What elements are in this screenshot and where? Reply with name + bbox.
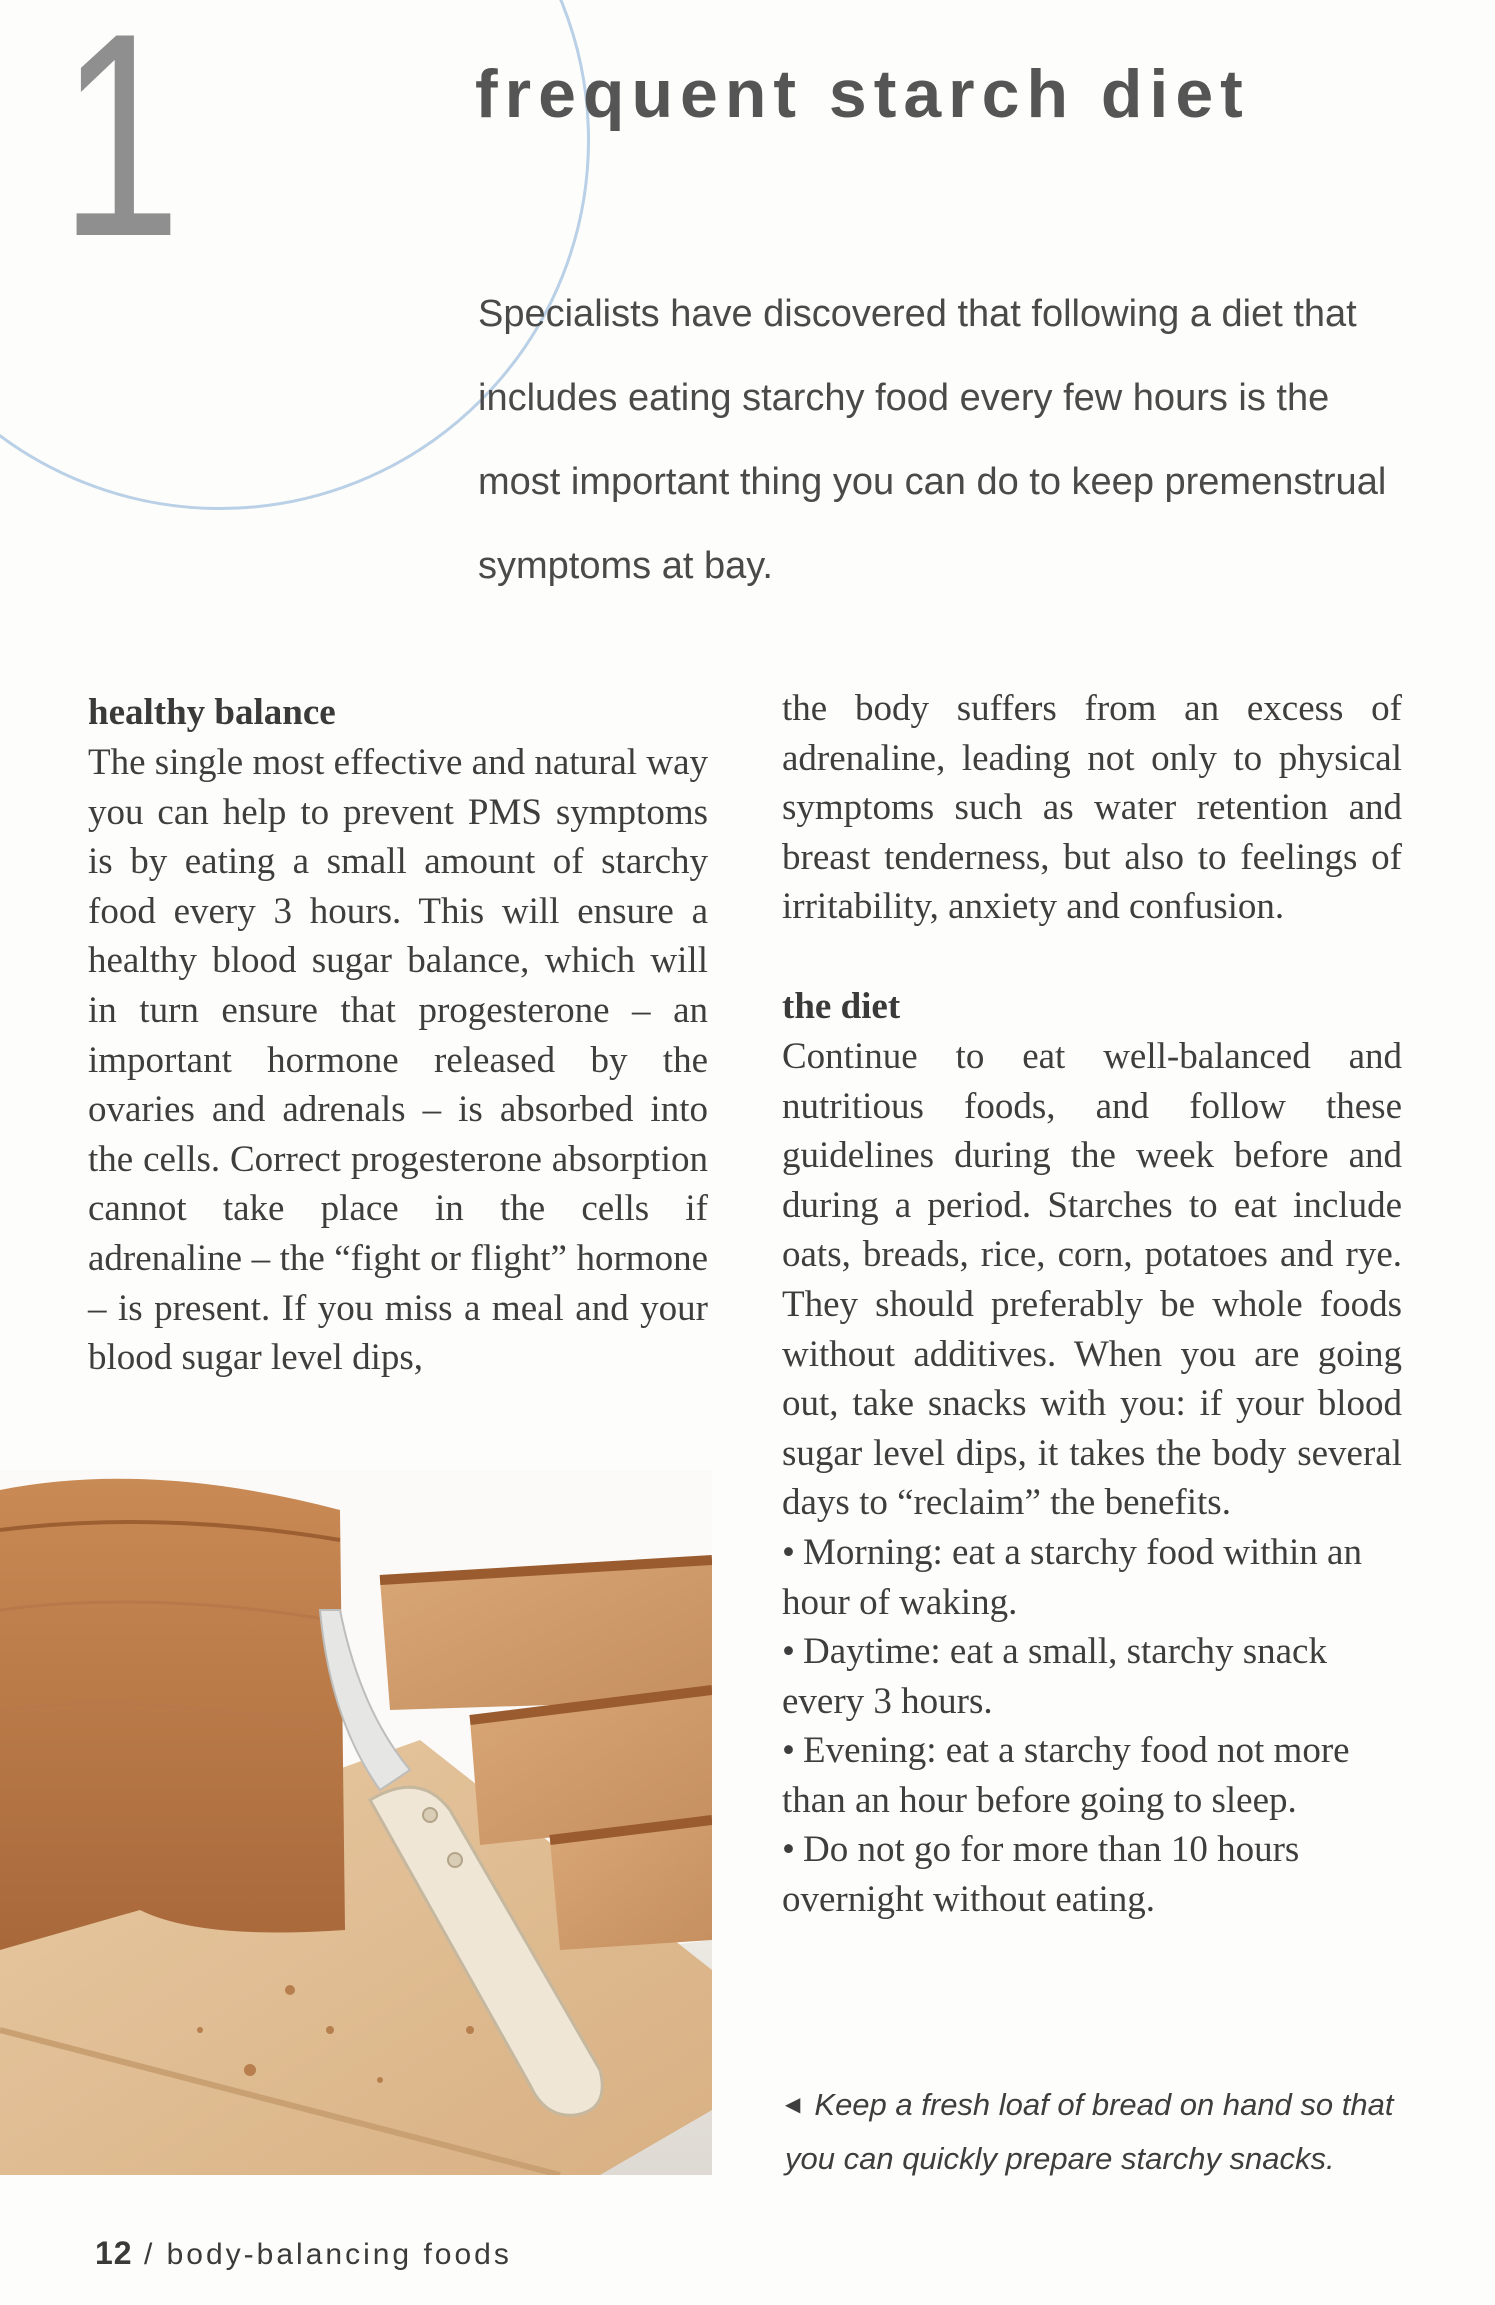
- right-column: [782, 684, 1402, 1925]
- diet-guidelines-list: [782, 1528, 1402, 1925]
- heading-the-diet: the diet: [782, 985, 901, 1027]
- arrow-left-icon: ◀: [785, 2094, 801, 2116]
- healthy-balance-body-right: the body suffers from an excess of adrenaline, leading not only to physical symptoms such as water retention and breast tenderness, but also to feelings of irritability, anxiety and confusion.: [782, 688, 1402, 928]
- heading-healthy-balance: healthy balance: [88, 692, 336, 733]
- intro-paragraph: Specialists have discovered that following a diet that includes eating starchy food every few hours is the most important thing you can do to keep premenstrual symptoms at bay.: [478, 293, 1387, 587]
- footer-separator: /: [143, 2238, 156, 2271]
- page-number: 12: [95, 2235, 133, 2271]
- photo-caption: ◀ Keep a fresh loaf of bread on hand so that you can quickly prepare starchy snacks.: [785, 2087, 1394, 2176]
- footer-section-name: body-balancing foods: [166, 2238, 512, 2271]
- bullet-icon: •: [782, 1531, 795, 1573]
- list-item: • Do not go for more than 10 hours overnight without eating.: [782, 1829, 1300, 1921]
- bread-photo: [0, 1470, 712, 2175]
- chapter-number: 1: [60, 0, 181, 297]
- the-diet-body: Continue to eat well-balanced and nutritious foods, and follow these guidelines during the week before and during a period. Starches to eat include oats, breads, rice, corn, potatoes and rye. They should preferably be whole foods without additives. When you are going out, take snacks with you: if your blood sugar level dips, it takes the body several days to “reclaim” the benefits.: [782, 1035, 1402, 1524]
- page-footer: [95, 2235, 512, 2272]
- list-item: • Daytime: eat a small, starchy snack every 3 hours.: [782, 1631, 1327, 1722]
- bullet-icon: •: [782, 1829, 795, 1871]
- left-column: [88, 688, 708, 1383]
- healthy-balance-body-left: The single most effective and natural way you can help to prevent PMS symptoms is by eating a small amount of starchy food every 3 hours. This will ensure a healthy blood sugar balance, which will in turn ensure that progesterone – an important hormone released by the ovaries and adrenals – is absorbed into the cells. Correct progesterone absorption cannot take place in the cells if adrenaline – the “fight or flight” hormone – is present. If you miss a meal and your blood sugar level dips,: [88, 742, 708, 1379]
- bullet-icon: •: [782, 1730, 795, 1772]
- list-item: • Evening: eat a starchy food not more than an hour before going to sleep.: [782, 1730, 1350, 1821]
- bullet-icon: •: [782, 1631, 795, 1673]
- list-item: • Morning: eat a starchy food within an hour of waking.: [782, 1531, 1362, 1623]
- chapter-title: frequent starch diet: [475, 56, 1250, 132]
